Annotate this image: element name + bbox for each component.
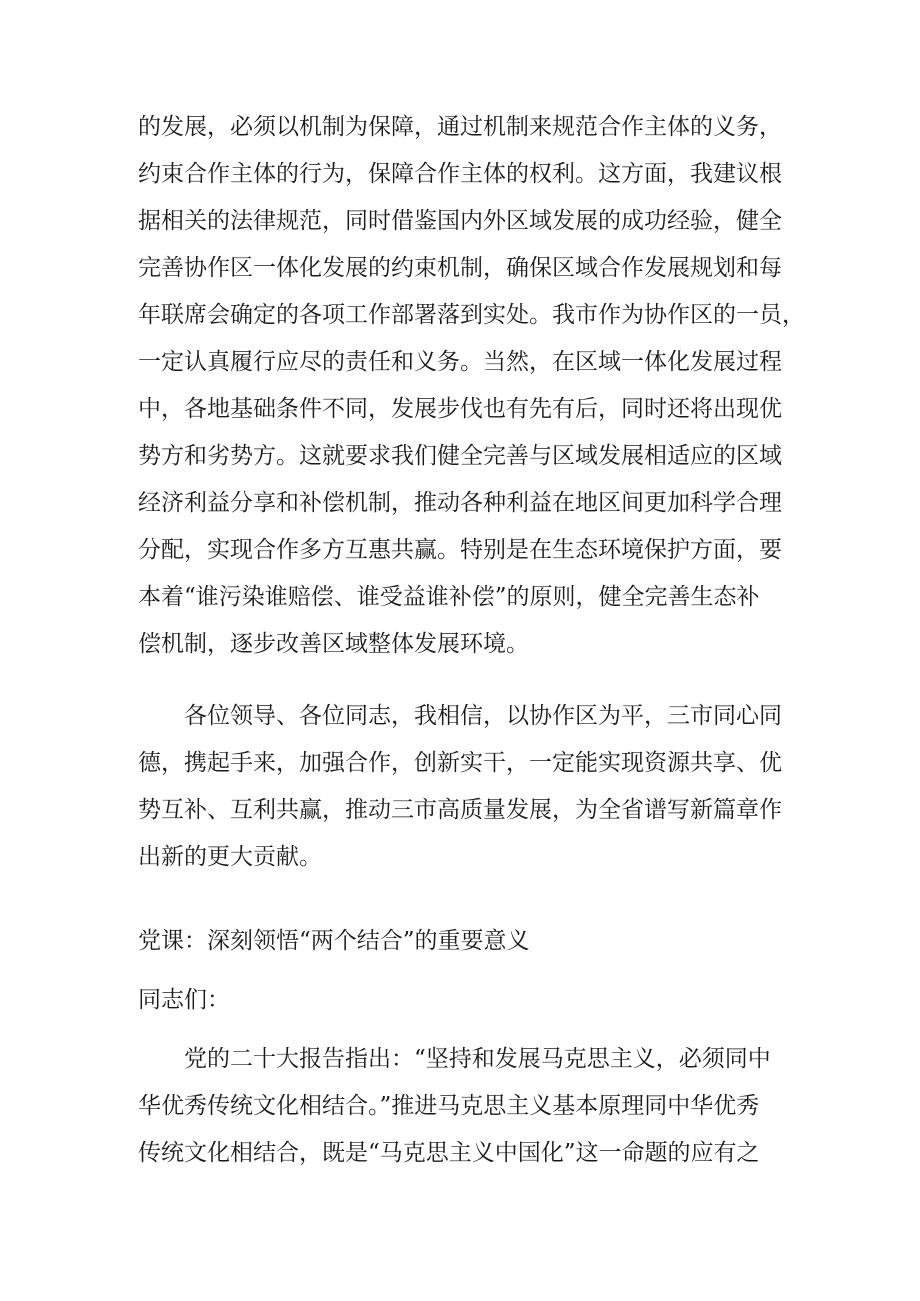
text-line: 完善协作区一体化发展的约束机制，确保区域合作发展规划和每 xyxy=(138,255,782,281)
text-line: 分配，实现合作多方互惠共赢。特别是在生态环境保护方面，要 xyxy=(138,537,782,563)
paragraph-mechanism xyxy=(138,104,805,668)
paragraph-closing xyxy=(138,693,798,881)
text-line: 各位领导、各位同志，我相信，以协作区为平，三市同心同 xyxy=(138,703,782,729)
text-line: 德，携起手来，加强合作，创新实干，一定能实现资源共享、优 xyxy=(138,750,782,776)
text-line: 经济利益分享和补偿机制，推动各种利益在地区间更加科学合理 xyxy=(138,490,782,516)
paragraph-report xyxy=(138,1036,798,1177)
text-line: 势方和劣势方。这就要求我们健全完善与区域发展相适应的区域 xyxy=(138,443,782,469)
text-line: 年联席会确定的各项工作部署落到实处。我市作为协作区的一员， xyxy=(138,302,805,328)
text-line: 约束合作主体的行为，保障合作主体的权利。这方面，我建议根 xyxy=(138,161,782,187)
text-line: 势互补、互利共赢，推动三市高质量发展，为全省谱写新篇章作 xyxy=(138,797,782,823)
text-line: 华优秀传统文化相结合。”推进马克思主义基本原理同中华优秀 xyxy=(138,1093,760,1119)
text-line: 一定认真履行应尽的责任和义务。当然，在区域一体化发展过程 xyxy=(138,349,782,375)
text-line: 偿机制，逐步改善区域整体发展环境。 xyxy=(138,631,529,657)
text-line: 出新的更大贡献。 xyxy=(138,844,322,870)
salutation: 同志们： xyxy=(138,987,230,1013)
text-line: 本着“谁污染谁赔偿、谁受益谁补偿”的原则，健全完善生态补 xyxy=(138,584,760,610)
lecture-title: 党课：深刻领悟“两个结合”的重要意义 xyxy=(138,928,530,954)
text-line: 传统文化相结合，既是“马克思主义中国化”这一命题的应有之 xyxy=(138,1140,760,1166)
text-line: 中，各地基础条件不同，发展步伐也有先有后，同时还将出现优 xyxy=(138,396,782,422)
text-line: 党的二十大报告指出：“坚持和发展马克思主义，必须同中 xyxy=(138,1046,771,1072)
text-line: 据相关的法律规范，同时借鉴国内外区域发展的成功经验，健全 xyxy=(138,208,782,234)
text-line: 的发展，必须以机制为保障，通过机制来规范合作主体的义务， xyxy=(138,114,782,140)
